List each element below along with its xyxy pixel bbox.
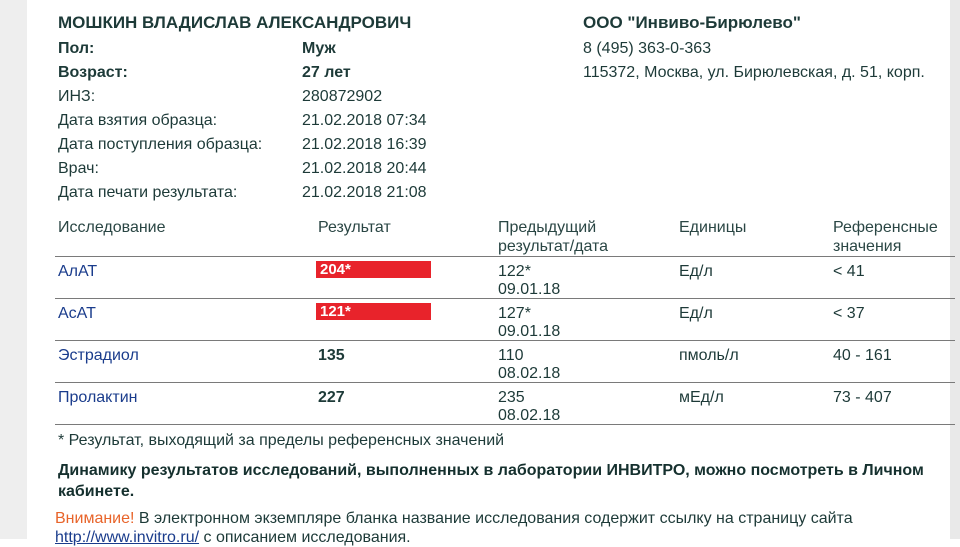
header-previous-line1: Предыдущий bbox=[498, 219, 597, 236]
result-value: 135 bbox=[318, 347, 345, 364]
lab-name: ООО "Инвиво-Бирюлево" bbox=[583, 13, 801, 32]
age-label: Возраст: bbox=[58, 64, 128, 81]
lab-phone: 8 (495) 363-0-363 bbox=[583, 40, 712, 57]
doctor-label: Врач: bbox=[58, 160, 99, 177]
header-previous bbox=[498, 218, 608, 256]
result-value: 227 bbox=[318, 389, 345, 406]
units: мЕд/л bbox=[679, 389, 724, 406]
header-reference bbox=[833, 218, 938, 256]
result-flagged: 204* bbox=[316, 261, 431, 278]
units: пмоль/л bbox=[679, 347, 739, 364]
doctor-value: 21.02.2018 20:44 bbox=[302, 160, 427, 177]
previous-result: 235 bbox=[498, 389, 525, 406]
reference-range: < 37 bbox=[833, 305, 865, 322]
attention-word: Внимание! bbox=[55, 510, 135, 527]
age-value: 27 лет bbox=[302, 64, 351, 81]
attention-link-line bbox=[55, 529, 411, 547]
test-link-alt[interactable]: АлАТ bbox=[58, 263, 98, 280]
attention-tail: с описанием исследования. bbox=[199, 529, 411, 546]
inz-label: ИНЗ: bbox=[58, 88, 96, 105]
sex-label: Пол: bbox=[58, 40, 95, 57]
header-test-label: Исследование bbox=[58, 219, 166, 236]
print-date-label: Дата печати результата: bbox=[58, 184, 238, 201]
units: Ед/л bbox=[679, 305, 713, 322]
header-result bbox=[318, 218, 391, 237]
inz-value: 280872902 bbox=[302, 88, 383, 105]
attention-text: В электронном экземпляре бланка название исследования содержит ссылку на страницу сайта bbox=[134, 510, 853, 527]
previous-date: 09.01.18 bbox=[498, 323, 561, 340]
sample-received-label: Дата поступления образца: bbox=[58, 136, 263, 153]
reference-range: < 41 bbox=[833, 263, 865, 280]
right-margin-strip bbox=[950, 0, 960, 539]
previous-result: 110 bbox=[498, 347, 524, 364]
sample-taken-value: 21.02.2018 07:34 bbox=[302, 112, 427, 129]
header-reference-line1: Референсные bbox=[833, 219, 938, 236]
previous-result: 122* bbox=[498, 263, 531, 280]
header-units-label: Единицы bbox=[679, 219, 747, 236]
header-test bbox=[58, 218, 166, 237]
reference-range: 73 - 407 bbox=[833, 389, 892, 406]
previous-result: 127* bbox=[498, 305, 531, 322]
invitro-site-link[interactable]: http://www.invitro.ru/ bbox=[55, 529, 200, 546]
left-margin-strip bbox=[0, 0, 27, 539]
header-reference-line2: значения bbox=[833, 238, 902, 255]
header-result-label: Результат bbox=[318, 219, 391, 236]
reference-range: 40 - 161 bbox=[833, 347, 892, 364]
dynamics-note: Динамику результатов исследований, выполненных в лаборатории ИНВИТРО, можно посмотреть в Личном кабинете. bbox=[58, 462, 924, 500]
out-of-range-footnote: * Результат, выходящий за пределы референсных значений bbox=[58, 432, 505, 449]
sample-received-value: 21.02.2018 16:39 bbox=[302, 136, 427, 153]
test-link-ast[interactable]: АсАТ bbox=[58, 305, 96, 322]
row-divider bbox=[55, 256, 955, 257]
test-link-estradiol[interactable]: Эстрадиол bbox=[58, 347, 139, 364]
sample-taken-label: Дата взятия образца: bbox=[58, 112, 218, 129]
previous-date: 08.02.18 bbox=[498, 365, 561, 382]
patient-name: МОШКИН ВЛАДИСЛАВ АЛЕКСАНДРОВИЧ bbox=[58, 13, 412, 32]
units: Ед/л bbox=[679, 263, 713, 280]
previous-date: 08.02.18 bbox=[498, 407, 561, 424]
sex-value: Муж bbox=[302, 40, 336, 57]
test-link-prolactin[interactable]: Пролактин bbox=[58, 389, 138, 406]
header-units bbox=[679, 218, 746, 237]
print-date-value: 21.02.2018 21:08 bbox=[302, 184, 427, 201]
previous-date: 09.01.18 bbox=[498, 281, 561, 298]
lab-address: 115372, Москва, ул. Бирюлевская, д. 51, корп. bbox=[583, 64, 925, 81]
attention-note bbox=[55, 510, 853, 528]
result-flagged: 121* bbox=[316, 303, 431, 320]
header-previous-line2: результат/дата bbox=[498, 238, 609, 255]
